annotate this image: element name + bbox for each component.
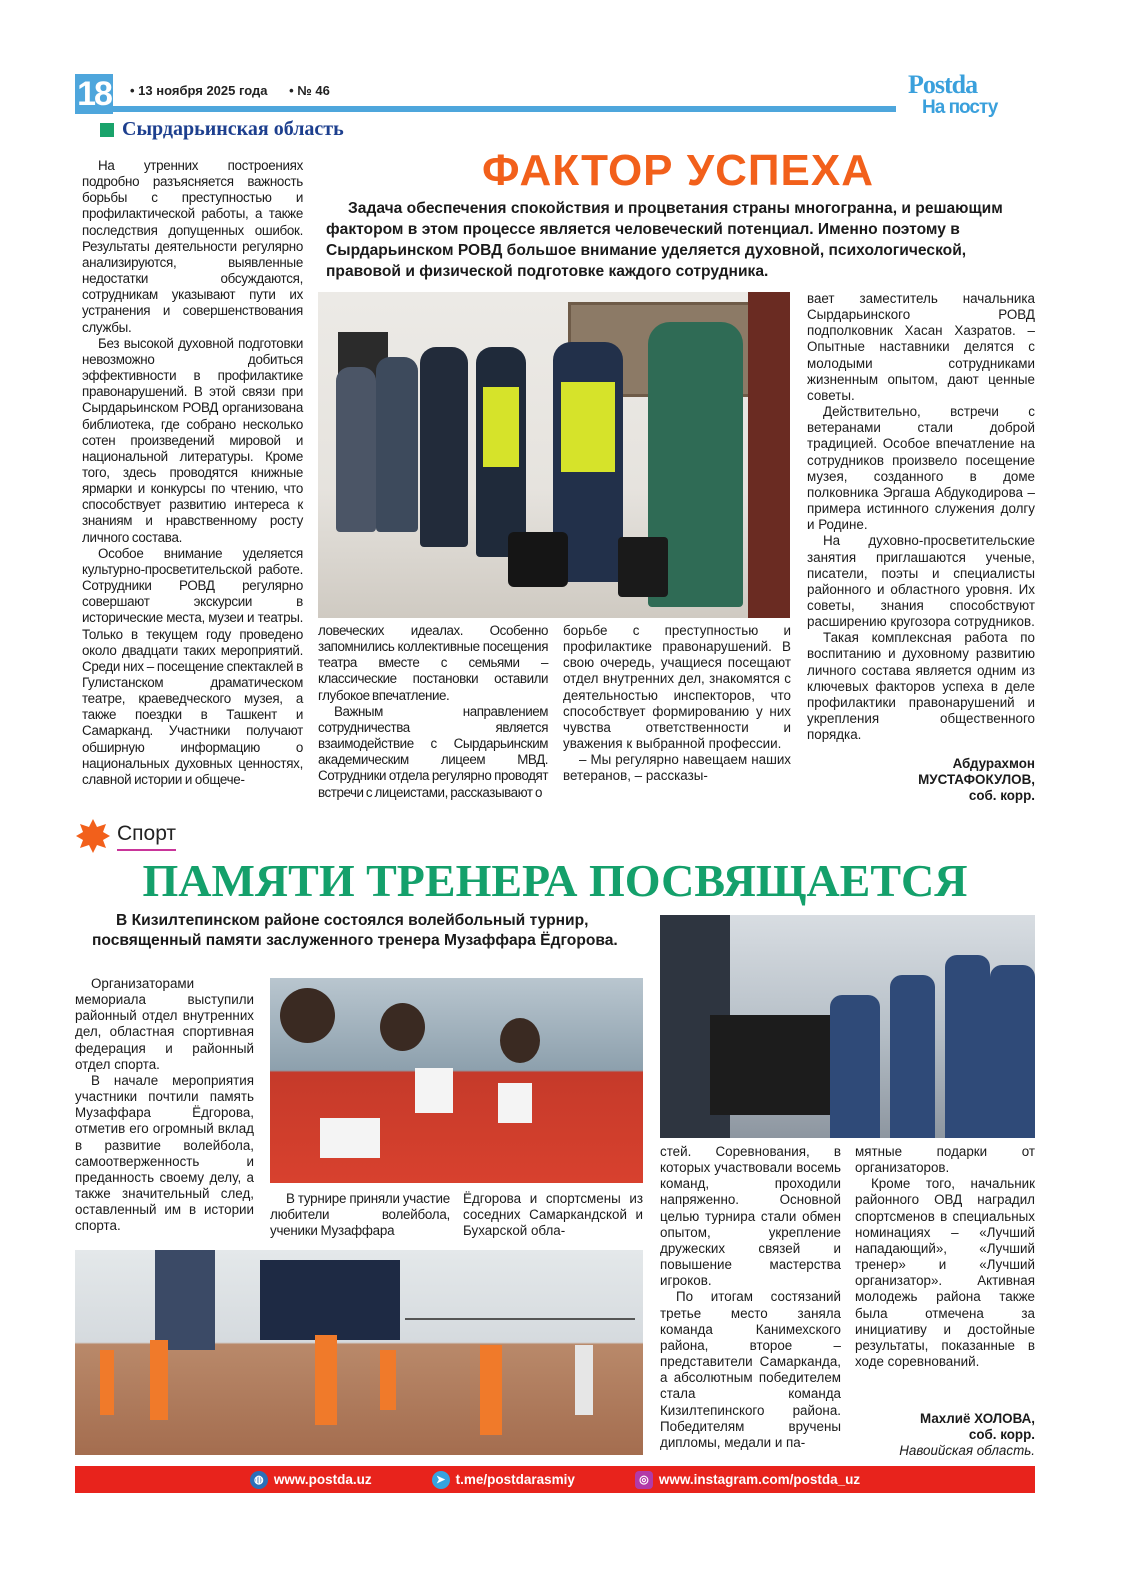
author-first-name: Абдурахмон — [952, 756, 1035, 771]
footer-bar — [75, 1466, 1035, 1493]
instagram-icon: ◎ — [635, 1471, 653, 1489]
telegram-icon: ➤ — [432, 1471, 450, 1489]
paragraph: Важным направлением сотрудничества является взаимодействие с Сырдарьинским академическим лицеем МВД. Сотрудники отдела регулярно проводят встречи с лицеистами, рассказывают о — [318, 703, 548, 800]
section-sport — [75, 818, 176, 854]
dateline — [130, 83, 348, 98]
logo-line2: На посту — [922, 97, 998, 118]
photo-player — [315, 1335, 337, 1425]
photo-sign — [320, 1118, 380, 1158]
article1-lead: Задача обеспечения спокойствия и процветания страны многогранна, и решающим фактором в этом процессе является человеческий потенциал. Именно поэтому в Сырдарьинском РОВД большое внимание уделяется духовной, психологической, правовой и физической подготовке каждого сотрудника. — [326, 200, 1003, 280]
paragraph: На утренних построениях подробно разъясняется важность борьбы с преступностью и профилактической работы, а также последствия допущенных ошибок. Результаты деятельности регулярно анализируются, выявленные недостатки обсуждаются, сотрудникам указывают пути их устранения и совершенствования службы. — [82, 158, 303, 335]
photo-player — [100, 1350, 114, 1415]
author-last-name: МУСТАФОКУЛОВ, — [918, 772, 1035, 787]
article1-column-3 — [563, 623, 791, 785]
photo-player — [150, 1340, 168, 1420]
photo-vest — [561, 382, 615, 472]
issue-date: • 13 ноября 2025 года — [130, 83, 268, 98]
header-rule — [113, 106, 896, 112]
article1-column-4 — [807, 291, 1035, 743]
photo-person — [336, 367, 376, 532]
photo-player — [945, 955, 990, 1138]
paragraph: По итогам состязаний третье место заняла команда Канимехского района, второе – представители Самарканда, а абсолютным победителем стала команда Кизилтепинского района. Победителям вручены дипломы, медали и па- — [660, 1289, 841, 1450]
paragraph: мятные подарки от организаторов. — [855, 1144, 1035, 1176]
photo-sign — [415, 1068, 453, 1113]
issue-number: • № 46 — [289, 83, 330, 98]
article2-column-4 — [660, 1144, 841, 1451]
instagram-text: www.instagram.com/postda_uz — [658, 1472, 861, 1487]
page-number: 18 — [75, 74, 113, 114]
paragraph: Организаторами мемориала выступили районный отдел внутренних дел, областная спортивная федерация и районный отдел спорта. — [75, 976, 254, 1072]
author-role: соб. корр. — [968, 1427, 1035, 1442]
paragraph: Ёдгорова и спортсмены из соседних Самаркандской и Бухарской обла- — [463, 1191, 643, 1239]
telegram-link[interactable] — [432, 1471, 575, 1489]
square-bullet-icon — [100, 123, 114, 137]
paragraph: стей. Соревнования, в которых участвовали восемь команд, проходили напряженно. Основной целью турнира стали обмен опытом, укрепление дружеских связей и повышение мастерства игроков. — [660, 1144, 841, 1289]
photo-vest — [483, 387, 519, 467]
photo-award-ceremony — [660, 915, 1035, 1138]
photo-officers-lineup — [318, 292, 790, 618]
photo-person — [376, 357, 418, 532]
photo-banner — [260, 1260, 400, 1340]
paragraph: В начале мероприятия участники почтили память Музаффара Ёдгорова, отметив его огромный вклад в развитие волейбола, самоотверженность и преданность своему делу, а также значительный след, оставленный им в истории спорта. — [75, 1072, 254, 1234]
paragraph: На духовно-просветительские занятия приглашаются ученые, писатели, поэты и специалисты районного и областного уровня. Их советы, знания способствуют расширению кругозора сотрудников. — [807, 533, 1035, 630]
photo-player — [830, 995, 880, 1138]
photo-net — [405, 1318, 635, 1320]
paragraph: Кроме того, начальник районного ОВД наградил спортсменов в специальных номинациях – «Лучший нападающий», «Лучший тренер» и «Лучший организатор». Активная молодежь района также была отмечена за инициативу и достойные результаты, показанные в ходе соревнований. — [855, 1176, 1035, 1370]
author-role: соб. корр. — [968, 788, 1035, 803]
photo-head — [500, 1018, 540, 1063]
region-label: Сырдарьинская область — [122, 118, 344, 140]
paragraph: Без высокой духовной подготовки невозможно добиться эффективности в профилактике правонарушений. В этой связи при Сырдарьинском РОВД организована библиотека, где собрано несколько сотен произведений мировой и национальной литературы. Кроме того, здесь проводятся книжные ярмарки и конкурсы по чтению, что способствует развитию интереса к знаниям и нравственному росту личного состава. — [82, 335, 303, 545]
photo-volleyball-court — [75, 1250, 643, 1455]
author-region: Навоийская область. — [899, 1443, 1035, 1458]
article2-column-1 — [75, 976, 254, 1235]
photo-player — [480, 1345, 502, 1435]
photo-player — [990, 965, 1035, 1138]
paragraph: ловеческих идеалах. Особенно запомнились коллективные посещения театра вместе с семьями – классические постановки оставили глубокое впечатление. — [318, 623, 548, 703]
photo-head — [280, 988, 335, 1043]
photo-banner — [155, 1250, 215, 1350]
photo-sign — [498, 1083, 532, 1123]
article2-headline: ПАМЯТИ ТРЕНЕРА ПОСВЯЩАЕТСЯ — [142, 855, 968, 906]
article2-column-2 — [270, 1191, 450, 1239]
article1-column-1 — [82, 158, 303, 788]
article1-signature — [807, 756, 1035, 804]
paragraph: Такая комплексная работа по воспитанию и духовному развитию личного состава является одним из ключевых факторов успеха в деле профилактики правонарушений и укрепления общественного порядка. — [807, 630, 1035, 743]
photo-player — [575, 1345, 593, 1415]
globe-icon: ◍ — [250, 1471, 268, 1489]
article1-headline: ФАКТОР УСПЕХА — [481, 146, 874, 195]
paragraph: – Мы регулярно навещаем наших ветеранов, – рассказы- — [563, 752, 791, 784]
website-text: www.postda.uz — [273, 1472, 372, 1487]
photo-bag — [508, 532, 568, 587]
star-burst-icon — [75, 818, 111, 854]
paragraph: борьбе с преступностью и профилактике правонарушений. В свою очередь, учащиеся посещают отдел внутренних дел, знакомятся с деятельностью инспекторов, что способствует формированию у них чувства ответственности и уважения к выбранной профессии. — [563, 623, 791, 752]
instagram-link[interactable] — [635, 1471, 860, 1489]
photo-gift-boxes — [710, 1015, 850, 1115]
telegram-text: t.me/postdarasmiy — [455, 1472, 575, 1487]
newspaper-logo — [908, 72, 997, 117]
article2-signature — [855, 1411, 1035, 1459]
photo-person — [420, 347, 468, 547]
photo-door-right — [748, 292, 790, 618]
website-link[interactable] — [250, 1471, 372, 1489]
photo-players-lineup — [270, 978, 643, 1183]
paragraph: вает заместитель начальника Сырдарьинского РОВД подполковник Хасан Хазратов. – Опытные наставники делятся с молодыми сотрудниками жизненным опытом, дают ценные советы. — [807, 291, 1035, 403]
article2-column-3 — [463, 1191, 643, 1239]
photo-player — [380, 1350, 396, 1410]
author-name: Махлиё ХОЛОВА, — [920, 1411, 1035, 1426]
photo-head — [380, 1003, 425, 1051]
article2-lead: В Кизилтепинском районе состоялся волейбольный турнир, посвященный памяти заслуженного тренера Музаффара Ёдгорова. — [92, 912, 618, 949]
paragraph: Действительно, встречи с ветеранами стали доброй традицией. Особое впечатление на сотрудников произвело посещение музея, созданного в доме полковника Эргаша Абдукодирова – примера истинного служения долгу и Родине. — [807, 404, 1035, 533]
section-label: Спорт — [117, 822, 176, 851]
paragraph: В турнире приняли участие любители волейбола, ученики Музаффара — [270, 1191, 450, 1239]
logo-line1: Postda — [908, 70, 978, 99]
paragraph: Особое внимание уделяется культурно-просветительской работе. Сотрудники РОВД регулярно совершают экскурсии в исторические места, музеи и театры. Только в текущем году проведено около двадцати таких мероприятий. Среди них – посещение спектаклей в Гулистанском драматическом театре, краеведческого музея, а также поездки в Ташкент и Самарканд. Участники получают обширную информацию о национальных духовных ценностях, славной истории и общече- — [82, 545, 303, 787]
article2-column-5 — [855, 1144, 1035, 1370]
photo-player — [890, 975, 935, 1138]
section-region — [100, 118, 344, 141]
article1-column-2 — [318, 623, 548, 801]
photo-case — [618, 537, 668, 597]
